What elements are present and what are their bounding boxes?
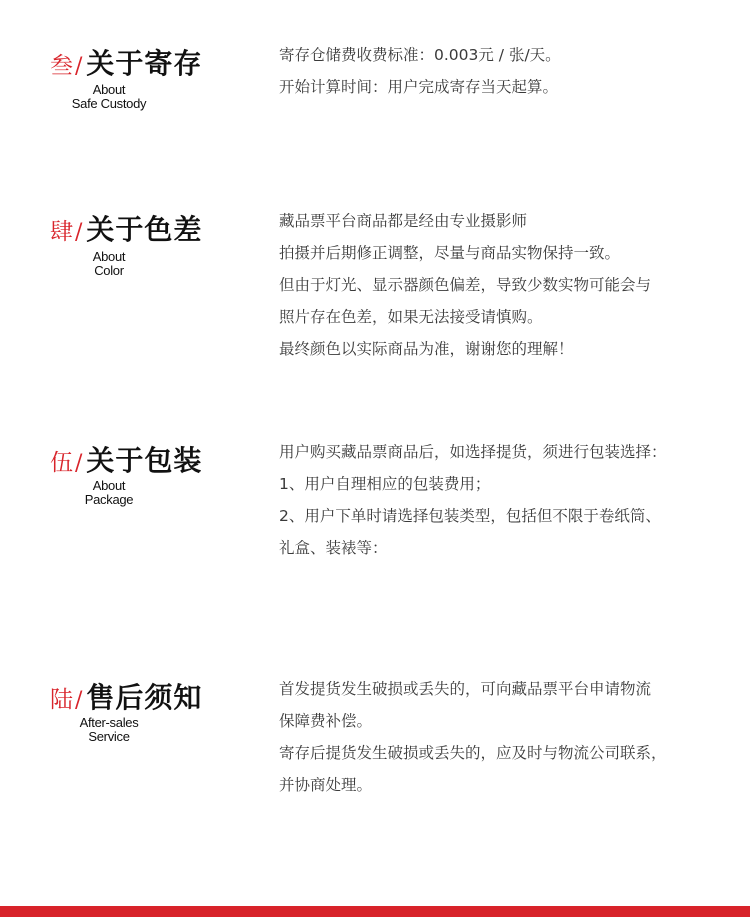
subtitle-line: About (92, 478, 126, 493)
body-line: 藏品票平台商品都是经由专业摄影师 (279, 212, 528, 230)
section-heading (50, 439, 202, 479)
body-line: 首发提货发生破损或丢失的，可向藏品票平台申请物流 (279, 680, 652, 698)
section-title: 关于包装 (86, 444, 203, 477)
subtitle-line: Safe Custody (71, 96, 147, 111)
section-heading (50, 676, 202, 716)
body-line: 保障费补偿。 (279, 712, 373, 730)
section-heading (50, 42, 202, 82)
section-number: 肆 (50, 219, 73, 245)
section-number: 伍 (50, 450, 73, 476)
body-line: 寄存仓储费收费标准：0.003元 / 张/天。 (279, 46, 561, 64)
heading-slash: / (75, 54, 83, 79)
heading-slash: / (75, 220, 83, 245)
body-line: 并协商处理。 (279, 776, 373, 794)
section-body (279, 436, 719, 564)
section-subtitle (60, 250, 158, 278)
body-line: 礼盒、装裱等： (279, 539, 388, 557)
section-subtitle (60, 83, 158, 111)
heading-slash: / (75, 451, 83, 476)
section-title: 关于寄存 (86, 47, 203, 80)
body-line: 2、用户下单时请选择包装类型，包括但不限于卷纸筒、 (279, 507, 661, 525)
body-line: 用户购买藏品票商品后，如选择提货，须进行包装选择： (279, 443, 667, 461)
section-subtitle (60, 716, 158, 744)
section-title: 售后须知 (86, 681, 203, 714)
body-line: 寄存后提货发生破损或丢失的，应及时与物流公司联系， (279, 744, 667, 762)
body-line: 1、用户自理相应的包装费用； (279, 475, 491, 493)
body-line: 最终颜色以实际商品为准，谢谢您的理解！ (279, 340, 574, 358)
section-subtitle (60, 479, 158, 507)
subtitle-line: About (92, 82, 126, 97)
subtitle-line: Package (84, 492, 134, 507)
subtitle-line: Service (88, 729, 130, 744)
section-title: 关于色差 (86, 213, 203, 246)
section-heading (50, 208, 202, 248)
bottom-accent-bar (0, 906, 750, 917)
section-body (279, 39, 719, 103)
subtitle-line: Color (94, 263, 124, 278)
subtitle-line: About (92, 249, 126, 264)
section-number: 叁 (50, 53, 73, 79)
section-body (279, 205, 719, 365)
section-number: 陆 (50, 687, 73, 713)
body-line: 照片存在色差，如果无法接受请慎购。 (279, 308, 543, 326)
body-line: 但由于灯光、显示器颜色偏差，导致少数实物可能会与 (279, 276, 652, 294)
heading-slash: / (75, 688, 83, 713)
subtitle-line: After-sales (79, 715, 139, 730)
section-body (279, 673, 719, 801)
body-line: 开始计算时间：用户完成寄存当天起算。 (279, 78, 559, 96)
body-line: 拍摄并后期修正调整，尽量与商品实物保持一致。 (279, 244, 621, 262)
